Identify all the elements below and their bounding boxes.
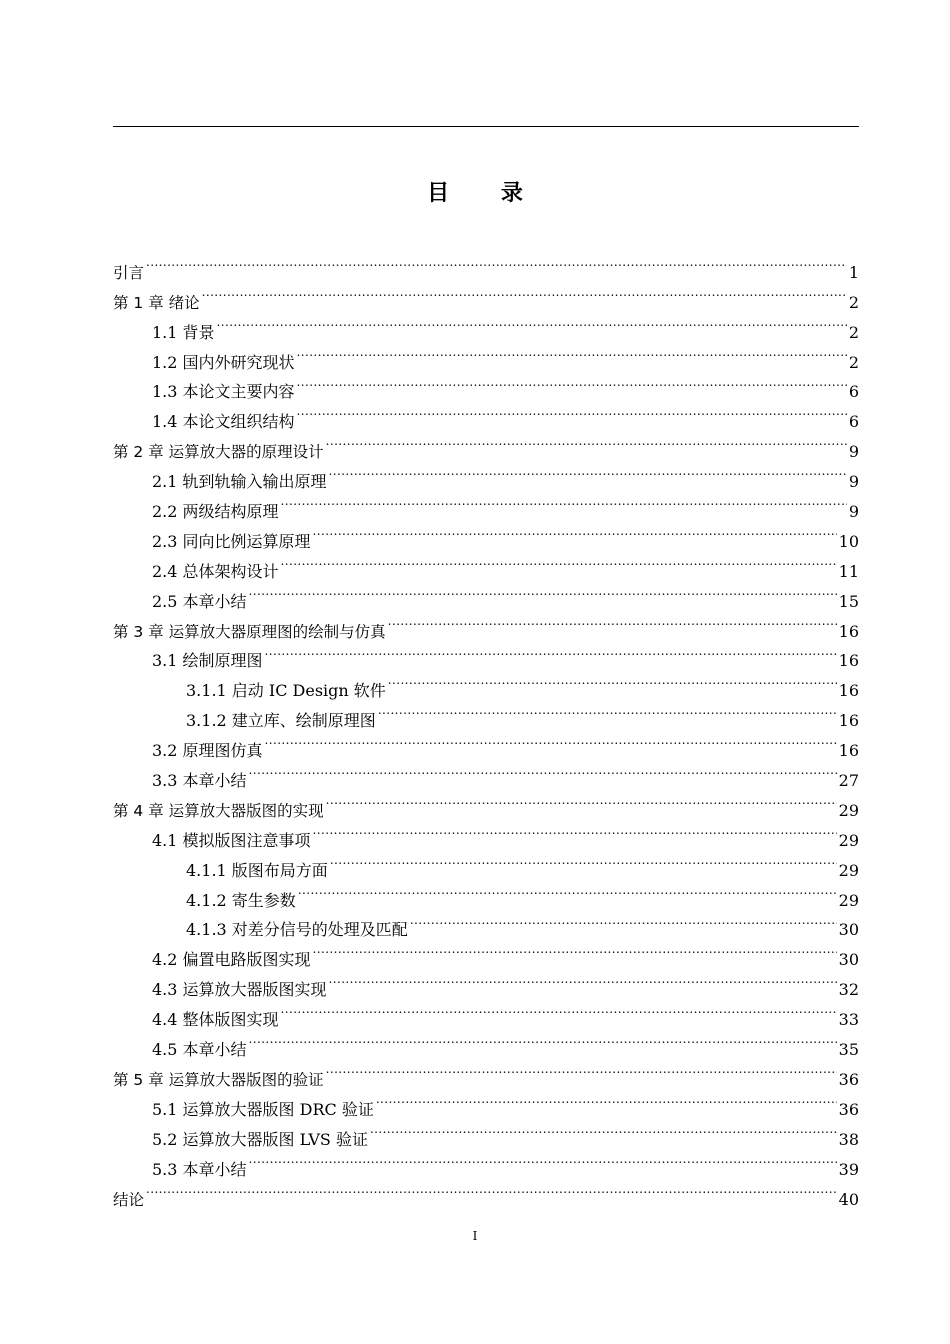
toc-entry-label: 5.2 运算放大器版图 LVS 验证 [152,1129,368,1149]
toc-leader-dots [265,637,837,667]
toc-leader-dots [298,876,837,906]
toc-entry-label: 3.2 原理图仿真 [152,741,263,761]
toc-leader-dots [249,1145,837,1175]
page-number: I [472,1229,478,1243]
toc-leader-dots [329,457,847,487]
toc-leader-dots [410,906,837,936]
toc-entry-page: 29 [838,800,859,820]
toc-leader-dots [313,517,837,547]
toc-entry-label: 2.5 本章小结 [152,591,247,611]
toc-entry-label: 4.2 偏置电路版图实现 [152,950,311,970]
toc-entry-page: 10 [838,531,859,551]
toc-entry-page: 30 [838,920,859,940]
toc-leader-dots [330,846,837,876]
toc-entry-label: 4.3 运算放大器版图实现 [152,980,327,1000]
toc-leader-dots [313,935,837,965]
toc-entry-page: 15 [838,591,859,611]
toc-leader-dots [146,248,847,278]
toc-entry-label: 4.1 模拟版图注意事项 [152,830,311,850]
toc-leader-dots [388,666,837,696]
toc-leader-dots [313,816,837,846]
toc-leader-dots [297,338,847,368]
toc-leader-dots [376,1085,837,1115]
toc-leader-dots [329,965,837,995]
toc-entry-label: 3.1.1 启动 IC Design 软件 [186,681,386,701]
toc-entry-page: 16 [838,681,859,701]
toc-entry-label: 2.4 总体架构设计 [152,561,279,581]
toc-leader-dots [281,547,837,577]
toc-entry-label: 5.3 本章小结 [152,1159,247,1179]
table-of-contents [113,248,859,1209]
toc-entry-label: 结论 [113,1190,145,1209]
toc-entry-label: 1.4 本论文组织结构 [152,412,295,432]
toc-entry-page: 32 [838,980,859,1000]
toc-entry-page: 29 [838,890,859,910]
toc-leader-dots [297,397,847,427]
toc-entry-page: 1 [848,262,859,282]
toc-entry[interactable] [113,308,859,342]
toc-entry-page: 36 [838,1069,859,1089]
header-rule [113,126,859,127]
toc-entry-page: 6 [848,412,859,432]
toc-leader-dots [370,1115,837,1145]
toc-entry-label: 第 1 章 绪论 [113,293,200,312]
toc-entry-page: 33 [838,1010,859,1030]
toc-entry-page: 30 [838,950,859,970]
toc-entry-label: 第 3 章 运算放大器原理图的绘制与仿真 [113,622,386,641]
toc-entry-page: 29 [838,860,859,880]
toc-leader-dots [326,786,837,816]
toc-entry-page: 35 [838,1040,859,1060]
toc-entry-label: 1.1 背景 [152,322,215,342]
toc-entry-page: 39 [838,1159,859,1179]
toc-entry-label: 2.3 同向比例运算原理 [152,531,311,551]
toc-entry-label: 3.1 绘制原理图 [152,651,263,671]
page-title: 目 录 [427,181,545,206]
toc-leader-dots [249,756,837,786]
toc-entry-label: 1.2 国内外研究现状 [152,352,295,372]
toc-entry-label: 2.2 两级结构原理 [152,502,279,522]
toc-leader-dots [297,368,847,398]
toc-entry-page: 40 [838,1189,859,1209]
toc-entry[interactable] [113,248,859,282]
toc-entry-label: 4.4 整体版图实现 [152,1010,279,1030]
toc-entry-page: 36 [838,1099,859,1119]
toc-entry-page: 11 [838,561,859,581]
toc-entry-label: 4.1.1 版图布局方面 [186,860,328,880]
toc-entry-page: 16 [838,651,859,671]
toc-entry-page: 16 [838,621,859,641]
toc-leader-dots [146,1175,837,1205]
toc-entry-label: 第 5 章 运算放大器版图的验证 [113,1070,324,1089]
toc-entry-page: 2 [848,322,859,342]
toc-leader-dots [249,1025,837,1055]
toc-entry[interactable] [113,1175,859,1209]
toc-leader-dots [281,995,837,1025]
toc-entry-label: 2.1 轨到轨输入输出原理 [152,472,327,492]
toc-entry-page: 27 [838,771,859,791]
toc-entry[interactable] [113,278,859,312]
toc-entry-page: 9 [848,502,859,522]
toc-leader-dots [217,308,847,338]
toc-entry-page: 6 [848,382,859,402]
toc-entry[interactable] [113,338,859,372]
toc-entry-page: 2 [848,292,859,312]
toc-entry-label: 4.1.2 寄生参数 [186,890,296,910]
toc-entry-page: 29 [838,830,859,850]
toc-entry-page: 9 [848,472,859,492]
toc-entry-label: 3.3 本章小结 [152,771,247,791]
toc-entry-label: 3.1.2 建立库、绘制原理图 [186,711,376,731]
toc-entry-label: 第 4 章 运算放大器版图的实现 [113,801,324,820]
toc-leader-dots [281,487,847,517]
toc-entry-page: 2 [848,352,859,372]
toc-entry-page: 16 [838,711,859,731]
toc-entry-label: 4.1.3 对差分信号的处理及匹配 [186,920,408,940]
toc-leader-dots [378,696,837,726]
toc-entry-page: 16 [838,741,859,761]
toc-entry-page: 38 [838,1129,859,1149]
toc-entry-label: 引言 [113,263,145,282]
toc-leader-dots [326,427,847,457]
toc-leader-dots [388,607,837,637]
toc-entry-page: 9 [848,442,859,462]
toc-leader-dots [265,726,837,756]
toc-entry-label: 1.3 本论文主要内容 [152,382,295,402]
toc-leader-dots [326,1055,837,1085]
toc-entry-label: 5.1 运算放大器版图 DRC 验证 [152,1099,374,1119]
toc-entry-label: 4.5 本章小结 [152,1040,247,1060]
toc-entry-label: 第 2 章 运算放大器的原理设计 [113,443,324,462]
toc-leader-dots [249,577,837,607]
toc-leader-dots [202,278,847,308]
